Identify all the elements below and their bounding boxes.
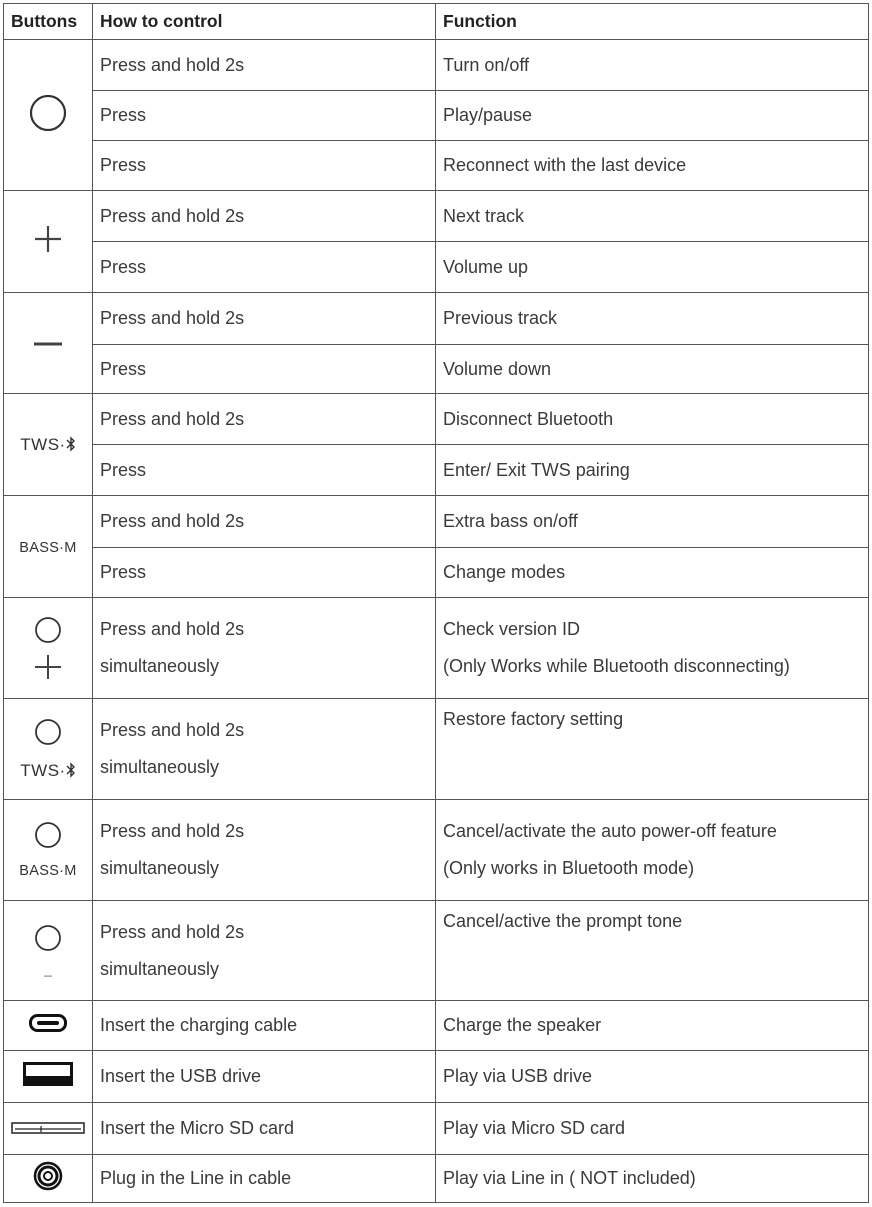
function-cell: Play via Line in ( NOT included) [436,1155,869,1203]
table-row [4,1103,869,1155]
power-circle-icon [34,821,62,849]
usb-port-cell [4,1051,93,1103]
power-circle-icon [34,718,62,746]
table-row [4,445,869,496]
how-to-control-cell: Press and hold 2s [93,496,436,548]
function-cell: Volume up [436,242,869,293]
tws-button-cell [4,394,93,496]
table-row [4,242,869,293]
combo-power-minus-cell [4,901,93,1001]
bass-label: BASS·M [19,863,77,879]
function-cell: Cancel/active the prompt tone [436,901,869,1001]
header-row [4,4,869,40]
bluetooth-icon [66,762,76,778]
minus-button-cell [4,293,93,394]
combo-power-plus-cell [4,598,93,699]
how-to-control-cell: Press [93,548,436,598]
aux-jack-icon [33,1161,63,1191]
bass-label: BASS·M [19,540,77,556]
header-how-to-control: How to control [93,4,436,40]
power-button-cell [4,40,93,191]
function-cell [436,800,869,901]
function-cell: Play via USB drive [436,1051,869,1103]
function-cell: Disconnect Bluetooth [436,394,869,445]
minus-small-icon: _ [44,962,52,977]
power-circle-icon [34,924,62,952]
how-to-control-cell: Press [93,445,436,496]
sd-slot-cell [4,1103,93,1155]
table-row [4,800,869,901]
table-row [4,496,869,548]
function-cell: Turn on/off [436,40,869,91]
usb-a-port-icon [23,1062,73,1086]
how-line-2: simultaneously [100,858,220,878]
line-in-cell [4,1155,93,1203]
function-line-1: Check version ID [443,619,581,639]
controls-table [3,3,869,1203]
combo-power-tws-cell [4,699,93,800]
function-cell: Change modes [436,548,869,598]
function-cell: Play via Micro SD card [436,1103,869,1155]
table-row [4,394,869,445]
table-row [4,141,869,191]
how-to-control-cell: Insert the Micro SD card [93,1103,436,1155]
function-cell: Charge the speaker [436,1001,869,1051]
function-cell: Previous track [436,293,869,345]
function-cell: Restore factory setting [436,699,869,800]
table-row [4,293,869,345]
how-line-1: Press and hold 2s [100,720,245,740]
power-circle-icon [34,616,62,644]
function-line-2: (Only Works while Bluetooth disconnecting) [443,656,790,676]
function-cell: Play/pause [436,91,869,141]
table-row [4,1155,869,1203]
how-to-control-cell [93,800,436,901]
header-function: Function [436,4,869,40]
how-line-1: Press and hold 2s [100,619,245,639]
how-line-2: simultaneously [100,958,220,979]
table-row [4,345,869,394]
plus-icon [32,654,64,680]
function-line-2: (Only works in Bluetooth mode) [443,858,695,878]
how-to-control-cell: Press and hold 2s [93,293,436,345]
how-line-1: Press and hold 2s [100,821,245,841]
function-cell: Extra bass on/off [436,496,869,548]
function-cell [436,598,869,699]
power-circle-icon [28,93,68,133]
tws-label: TWS· [20,760,66,780]
how-line-2: simultaneously [100,656,220,676]
how-to-control-cell [93,598,436,699]
table-row [4,191,869,242]
how-to-control-cell: Press [93,345,436,394]
table-row [4,699,869,800]
combo-power-bass-cell [4,800,93,901]
usb-c-port-icon [29,1014,67,1032]
how-to-control-cell: Press [93,91,436,141]
header-buttons: Buttons [4,4,93,40]
table-row [4,598,869,699]
table-row [4,548,869,598]
how-to-control-cell: Press and hold 2s [93,394,436,445]
table-row [4,901,869,1001]
function-cell: Enter/ Exit TWS pairing [436,445,869,496]
how-to-control-cell: Press and hold 2s [93,191,436,242]
table-row [4,40,869,91]
how-to-control-cell: Insert the USB drive [93,1051,436,1103]
function-cell: Next track [436,191,869,242]
table-row [4,91,869,141]
how-to-control-cell: Press [93,141,436,191]
tws-label: TWS· [20,435,66,454]
plus-button-cell [4,191,93,293]
micro-sd-slot-icon [11,1122,85,1134]
how-to-control-cell [93,699,436,800]
function-cell: Volume down [436,345,869,394]
charge-port-cell [4,1001,93,1051]
how-to-control-cell: Press [93,242,436,293]
how-to-control-cell: Press and hold 2s [93,40,436,91]
how-to-control-cell [93,901,436,1001]
table-row [4,1001,869,1051]
table-row [4,1051,869,1103]
minus-icon [32,339,64,349]
bluetooth-icon [66,436,76,452]
function-cell: Reconnect with the last device [436,141,869,191]
how-line-1: Press and hold 2s [100,921,245,942]
how-to-control-cell: Insert the charging cable [93,1001,436,1051]
plus-icon [32,223,64,255]
how-line-2: simultaneously [100,757,220,777]
function-line-1: Cancel/activate the auto power-off feature [443,821,777,841]
how-to-control-cell: Plug in the Line in cable [93,1155,436,1203]
bass-button-cell [4,496,93,598]
